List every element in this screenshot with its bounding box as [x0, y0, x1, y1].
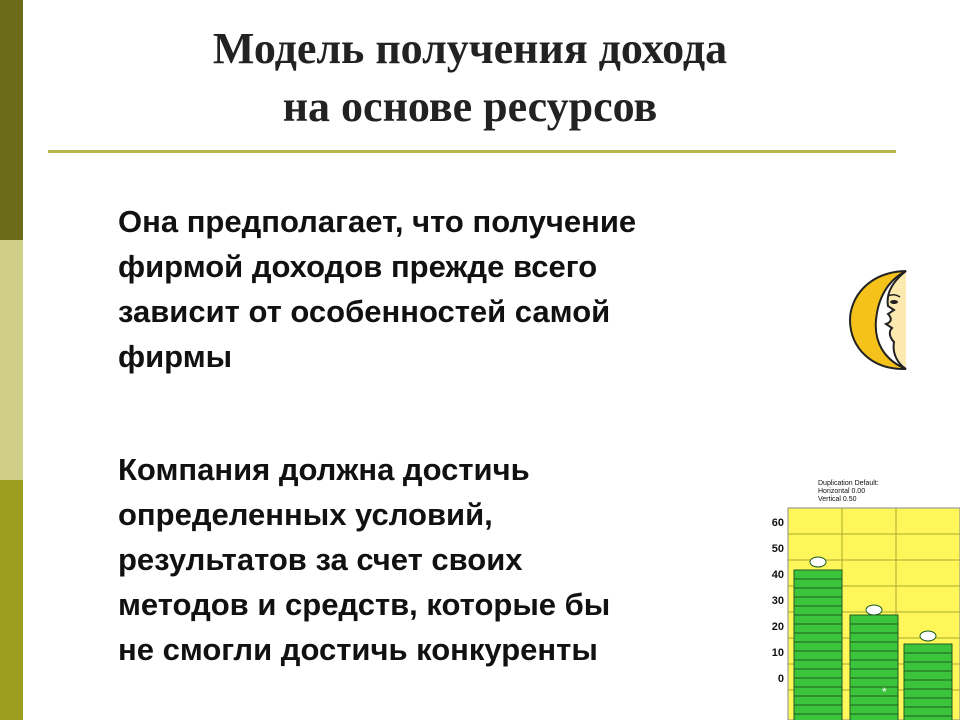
sidebar-block-top: [0, 0, 23, 240]
paragraph-1: [118, 199, 636, 379]
money-stack-icon: [850, 687, 898, 696]
money-stack-icon: [794, 570, 842, 579]
money-stack-icon: [850, 633, 898, 642]
paragraph-line: зависит от особенностей самой: [118, 294, 611, 329]
money-stack-icon: [850, 714, 898, 720]
bill-seal-icon: [810, 557, 826, 567]
bill-seal-icon: [920, 631, 936, 641]
money-stack-icon: [794, 660, 842, 669]
money-stack-icon: [850, 651, 898, 660]
money-stack-icon: [904, 680, 952, 689]
money-chart-clipart: [730, 468, 960, 720]
moon-face-icon: [848, 268, 928, 372]
money-stack-icon: [794, 705, 842, 714]
paragraph-2: [118, 447, 610, 672]
y-tick-label: 10: [771, 647, 784, 659]
chart-note-line: Horizontal 0.00: [818, 488, 866, 495]
money-stack-icon: [850, 615, 898, 624]
money-stack-icon: [794, 696, 842, 705]
money-stack-icon: [850, 705, 898, 714]
money-stack-icon: [850, 642, 898, 651]
money-stack-icon: [850, 678, 898, 687]
money-stack-icon: [794, 597, 842, 606]
slide-title-line: Модель получения дохода: [212, 24, 728, 73]
y-tick-label: 20: [771, 621, 784, 633]
money-stack-icon: [904, 644, 952, 653]
paragraph-line: не смогли достичь конкуренты: [118, 632, 598, 667]
y-tick-label: 50: [771, 543, 784, 555]
sidebar-block-middle: [0, 240, 23, 480]
money-stack-icon: [850, 696, 898, 705]
money-stack-icon: [794, 579, 842, 588]
sidebar-decoration: [0, 0, 23, 720]
paragraph-line: Компания должна достичь: [118, 452, 530, 487]
slide-title-line: на основе ресурсов: [282, 82, 658, 131]
paragraph-line: Она предполагает, что получение: [118, 204, 637, 239]
money-stack-icon: [794, 714, 842, 720]
slide-title: [60, 20, 880, 136]
money-stack-icon: [850, 624, 898, 633]
paragraph-line: методов и средств, которые бы: [118, 587, 611, 622]
y-tick-label: 40: [771, 569, 784, 581]
money-stack-icon: [850, 669, 898, 678]
money-stack-icon: [794, 687, 842, 696]
money-stack-icon: [794, 669, 842, 678]
money-stack-icon: [904, 698, 952, 707]
money-stack-icon: [794, 615, 842, 624]
y-tick-label: 30: [771, 595, 784, 607]
money-stack-icon: [794, 624, 842, 633]
money-stack-icon: [904, 689, 952, 698]
money-stack-icon: [794, 651, 842, 660]
chart-note-line: Vertical 0.50: [818, 496, 857, 503]
money-stack-icon: [794, 606, 842, 615]
sidebar-block-bottom: [0, 480, 23, 720]
paragraph-line: определенных условий,: [118, 497, 493, 532]
money-stack-icon: [904, 707, 952, 716]
bill-seal-icon: [866, 605, 882, 615]
money-stack-icon: [794, 588, 842, 597]
paragraph-line: фирмы: [118, 339, 233, 374]
money-stack-icon: [794, 642, 842, 651]
paragraph-line: фирмой доходов прежде всего: [118, 249, 598, 284]
chart-star: *: [882, 685, 887, 699]
chart-note-line: Duplication Default:: [818, 480, 879, 487]
money-stack-icon: [794, 678, 842, 687]
money-stack-icon: [850, 660, 898, 669]
paragraph-line: результатов за счет своих: [118, 542, 523, 577]
money-stack-icon: [904, 671, 952, 680]
money-stack-icon: [904, 653, 952, 662]
y-tick-label: 0: [777, 673, 784, 685]
y-tick-label: 60: [771, 517, 784, 529]
money-stack-icon: [904, 716, 952, 720]
title-divider: [48, 150, 896, 153]
money-stack-icon: [904, 662, 952, 671]
money-stack-icon: [794, 633, 842, 642]
